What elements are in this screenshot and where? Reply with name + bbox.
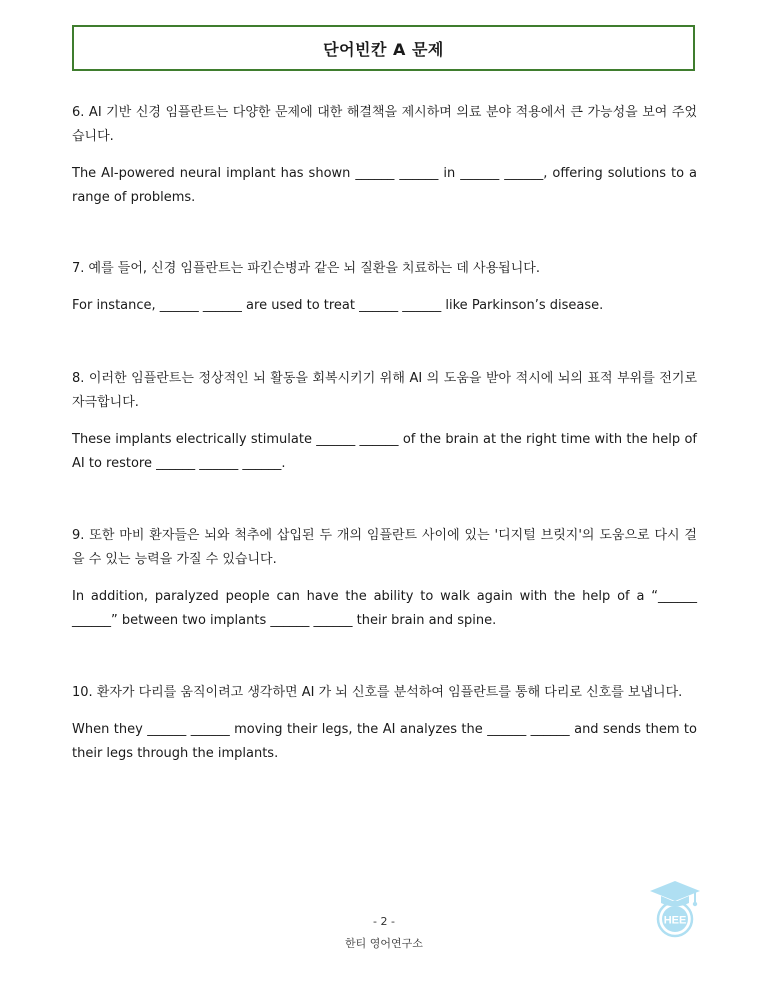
question-korean: 10. 환자가 다리를 움직이려고 생각하면 AI 가 뇌 신호를 분석하여 임플란트를 통해 다리로 신호를 보냅니다. bbox=[72, 685, 683, 700]
question-english: In addition, paralyzed people can have the ability to walk again with the help of a “______ ______” between two implants ______ ______ their brain and spine. bbox=[72, 589, 697, 628]
footer-institute: 한티 영어연구소 bbox=[345, 937, 423, 950]
question-6 bbox=[72, 101, 697, 210]
logo-text: HEE bbox=[663, 914, 687, 927]
question-english: The AI-powered neural implant has shown ______ ______ in ______ ______, offering solutions to a range of problems. bbox=[72, 166, 697, 205]
question-10 bbox=[72, 681, 697, 766]
question-korean: 6. AI 기반 신경 임플란트는 다양한 문제에 대한 해결책을 제시하며 의료 분야 적용에서 큰 가능성을 보여 주었습니다. bbox=[72, 105, 697, 144]
question-english: When they ______ ______ moving their legs, the AI analyzes the ______ ______ and sends them to their legs through the implants. bbox=[72, 722, 697, 761]
question-7 bbox=[72, 257, 697, 318]
graduation-cap-logo-icon bbox=[646, 877, 704, 939]
question-korean: 8. 이러한 임플란트는 정상적인 뇌 활동을 회복시키기 위해 AI 의 도움을 받아 적시에 뇌의 표적 부위를 전기로 자극합니다. bbox=[72, 371, 697, 410]
question-english: For instance, ______ ______ are used to treat ______ ______ like Parkinson’s disease. bbox=[72, 298, 604, 313]
question-8 bbox=[72, 367, 697, 476]
page-title: 단어빈칸 A 문제 bbox=[323, 39, 444, 59]
question-english: These implants electrically stimulate ______ ______ of the brain at the right time with the help of AI to restore ______ ______ ______. bbox=[72, 432, 697, 471]
page-number: - 2 - bbox=[373, 915, 395, 928]
question-korean: 7. 예를 들어, 신경 임플란트는 파킨슨병과 같은 뇌 질환을 치료하는 데 사용됩니다. bbox=[72, 261, 540, 276]
title-box bbox=[72, 25, 695, 71]
question-9 bbox=[72, 524, 697, 633]
question-korean: 9. 또한 마비 환자들은 뇌와 척추에 삽입된 두 개의 임플란트 사이에 있는 '디지털 브릿지'의 도움으로 다시 걸을 수 있는 능력을 가질 수 있습니다. bbox=[72, 528, 697, 567]
